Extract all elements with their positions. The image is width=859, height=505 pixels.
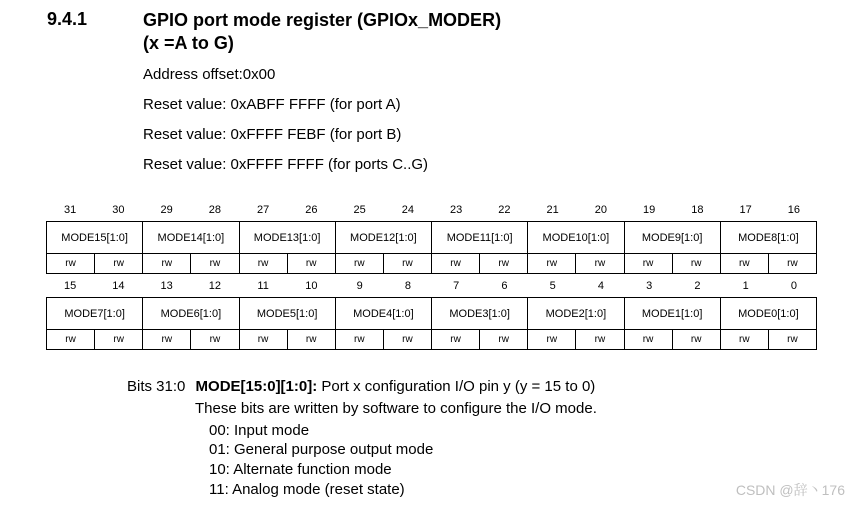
bit-number: 7: [453, 280, 460, 292]
bit-number: 5: [549, 280, 556, 292]
bit-number: 30: [112, 204, 125, 216]
bit-number: 9: [356, 280, 363, 292]
access-type: rw: [240, 330, 288, 350]
mode-option-10: 10: Alternate function mode: [209, 461, 392, 478]
access-type: rw: [480, 330, 528, 350]
register-field: MODE7[1:0]: [47, 298, 143, 330]
access-type: rw: [769, 254, 817, 274]
bit-number: 31: [64, 204, 77, 216]
access-type: rw: [95, 330, 143, 350]
field-description: [127, 378, 595, 395]
csdn-watermark: CSDN @辞丶176: [735, 482, 845, 498]
register-field: MODE5[1:0]: [240, 298, 336, 330]
access-type: rw: [576, 254, 624, 274]
access-type: rw: [47, 330, 95, 350]
register-fields-upper: [47, 222, 817, 254]
access-type: rw: [432, 254, 480, 274]
access-type: rw: [47, 254, 95, 274]
reset-value-port-a: Reset value: 0xABFF FFFF (for port A): [143, 96, 401, 113]
access-type: rw: [721, 330, 769, 350]
access-type: rw: [673, 330, 721, 350]
register-field: MODE10[1:0]: [528, 222, 624, 254]
register-field: MODE9[1:0]: [625, 222, 721, 254]
bit-number: 6: [501, 280, 508, 292]
register-field: MODE14[1:0]: [143, 222, 239, 254]
register-lower: [46, 297, 817, 350]
bit-number: 15: [64, 280, 77, 292]
access-type: rw: [480, 254, 528, 274]
access-type: rw: [191, 330, 239, 350]
bit-number: 19: [643, 204, 656, 216]
access-type: rw: [432, 330, 480, 350]
bit-number: 20: [594, 204, 607, 216]
bit-numbers-upper: [46, 202, 818, 218]
access-type: rw: [143, 330, 191, 350]
bit-number: 3: [646, 280, 653, 292]
section-title-line2: (x =A to G): [143, 33, 234, 53]
bit-number: 13: [160, 280, 173, 292]
access-type: rw: [288, 254, 336, 274]
register-fields-lower: [47, 298, 817, 330]
field-name: MODE[15:0][1:0]:: [195, 378, 318, 395]
register-field: MODE6[1:0]: [143, 298, 239, 330]
access-type: rw: [625, 330, 673, 350]
bits-range: Bits 31:0: [127, 378, 186, 395]
bit-number: 0: [790, 280, 797, 292]
access-type: rw: [95, 254, 143, 274]
access-type: rw: [673, 254, 721, 274]
address-offset: Address offset:0x00: [143, 66, 276, 83]
section-title: [143, 9, 501, 55]
register-field: MODE11[1:0]: [432, 222, 528, 254]
bit-number: 22: [498, 204, 511, 216]
bit-number: 21: [546, 204, 559, 216]
bit-number: 1: [742, 280, 749, 292]
bit-number: 14: [112, 280, 125, 292]
bit-number: 8: [404, 280, 411, 292]
bit-number: 18: [691, 204, 704, 216]
mode-option-00: 00: Input mode: [209, 422, 310, 439]
access-type: rw: [336, 330, 384, 350]
bit-number: 11: [257, 280, 269, 292]
access-type: rw: [721, 254, 769, 274]
access-type: rw: [625, 254, 673, 274]
bit-number: 2: [694, 280, 701, 292]
section-title-line1: GPIO port mode register (GPIOx_MODER): [143, 10, 502, 30]
register-field: MODE8[1:0]: [721, 222, 817, 254]
bit-number: 24: [401, 204, 414, 216]
bit-number: 16: [787, 204, 800, 216]
bit-number: 26: [305, 204, 318, 216]
field-intro: These bits are written by software to configure the I/O mode.: [195, 400, 597, 417]
bit-number: 23: [450, 204, 463, 216]
register-access-upper: [47, 254, 817, 274]
bit-number: 27: [257, 204, 270, 216]
access-type: rw: [240, 254, 288, 274]
register-field: MODE13[1:0]: [240, 222, 336, 254]
bit-number: 25: [353, 204, 366, 216]
register-access-lower: [47, 330, 817, 350]
bit-number: 4: [597, 280, 604, 292]
register-upper: [46, 221, 817, 274]
access-type: rw: [191, 254, 239, 274]
bit-number: 17: [739, 204, 752, 216]
access-type: rw: [384, 330, 432, 350]
access-type: rw: [769, 330, 817, 350]
access-type: rw: [384, 254, 432, 274]
reset-value-ports-c-g: Reset value: 0xFFFF FFFF (for ports C..G): [143, 156, 429, 173]
bit-number: 12: [208, 280, 221, 292]
register-field: MODE2[1:0]: [528, 298, 624, 330]
register-field: MODE0[1:0]: [721, 298, 817, 330]
bit-number: 28: [208, 204, 221, 216]
mode-option-01: 01: General purpose output mode: [209, 441, 434, 458]
bit-numbers-lower: [46, 278, 818, 294]
access-type: rw: [576, 330, 624, 350]
register-field: MODE3[1:0]: [432, 298, 528, 330]
bit-number: 29: [160, 204, 173, 216]
register-field: MODE15[1:0]: [47, 222, 143, 254]
section-number: 9.4.1: [47, 9, 88, 29]
access-type: rw: [288, 330, 336, 350]
access-type: rw: [528, 254, 576, 274]
bit-number: 10: [305, 280, 318, 292]
access-type: rw: [528, 330, 576, 350]
register-field: MODE1[1:0]: [625, 298, 721, 330]
access-type: rw: [143, 254, 191, 274]
register-field: MODE4[1:0]: [336, 298, 432, 330]
mode-option-11: 11: Analog mode (reset state): [209, 481, 405, 498]
access-type: rw: [336, 254, 384, 274]
reset-value-port-b: Reset value: 0xFFFF FEBF (for port B): [143, 126, 402, 143]
register-field: MODE12[1:0]: [336, 222, 432, 254]
field-text: Port x configuration I/O pin y (y = 15 to 0): [321, 378, 596, 395]
